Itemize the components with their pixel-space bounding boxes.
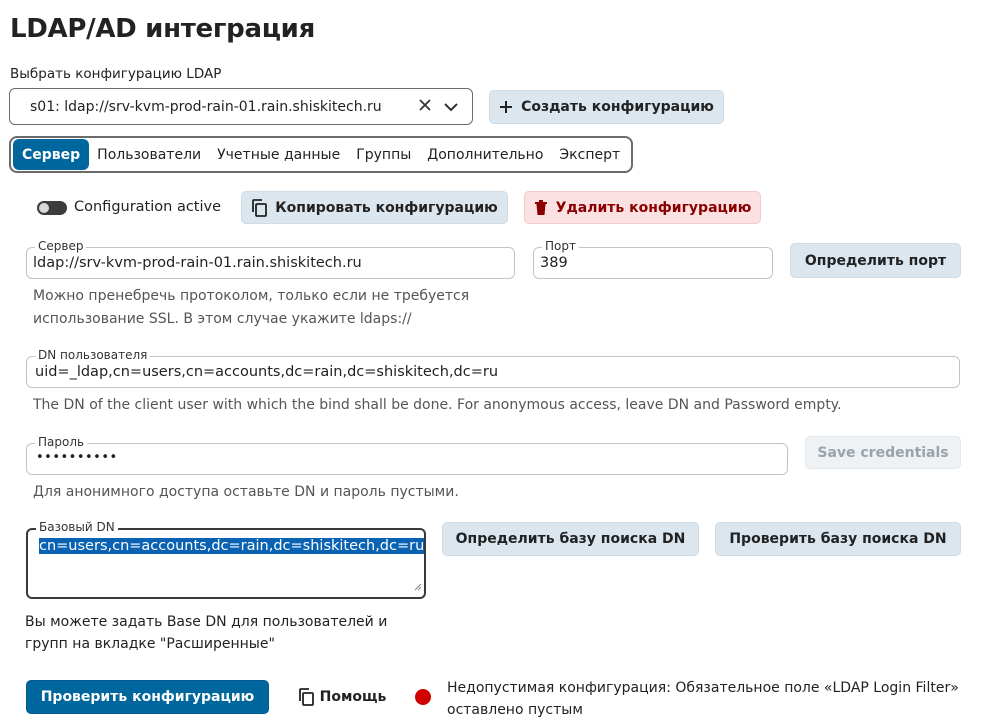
plus-icon: [499, 100, 513, 114]
config-active-label: Configuration active: [74, 199, 222, 215]
server-field-label: Сервер: [35, 239, 86, 253]
status-line1: Недопустимая конфигурация: Обязательное поле «LDAP Login Filter»: [447, 680, 959, 696]
password-field[interactable]: [26, 435, 788, 475]
base-dn-selected-text: cn=users,cn=accounts,dc=rain,dc=shiskitech,dc=ru: [39, 538, 425, 554]
base-dn-field[interactable]: [26, 520, 426, 599]
copy-config-button[interactable]: [241, 191, 508, 224]
config-select-value: s01: ldap://srv-kvm-prod-rain-01.rain.shiskitech.ru: [30, 98, 382, 115]
config-select[interactable]: [9, 88, 473, 125]
tab-advanced[interactable]: Дополнительно: [427, 146, 544, 163]
tab-groups[interactable]: Группы: [356, 146, 412, 163]
config-select-label: Выбрать конфигурацию LDAP: [10, 66, 222, 82]
server-field-value: ldap://srv-kvm-prod-rain-01.rain.shiskitech.ru: [33, 255, 362, 271]
tab-credentials[interactable]: Учетные данные: [217, 146, 341, 163]
detect-port-button[interactable]: Определить порт: [790, 243, 961, 278]
port-field-value: 389: [540, 255, 568, 271]
server-hint-line1: Можно пренебречь протоколом, только если не требуется: [33, 288, 470, 304]
create-config-button[interactable]: [489, 90, 724, 124]
copy-icon: [298, 688, 314, 706]
config-active-toggle[interactable]: [37, 201, 67, 215]
user-dn-field-value: uid=_ldap,cn=users,cn=accounts,dc=rain,dc=shiskitech,dc=ru: [35, 364, 499, 380]
page-title: LDAP/AD интеграция: [10, 14, 315, 44]
password-field-label: Пароль: [35, 435, 87, 449]
create-config-label: Создать конфигурацию: [521, 99, 714, 115]
delete-config-button[interactable]: [524, 191, 761, 224]
help-label: Помощь: [319, 689, 387, 705]
base-dn-field-label: Базовый DN: [36, 520, 118, 534]
save-credentials-button[interactable]: Save credentials: [805, 436, 961, 469]
password-hint: Для анонимного доступа оставьте DN и пароль пустыми.: [33, 484, 459, 500]
user-dn-hint: The DN of the client user with which the bind shall be done. For anonymous access, leave DN and Password empty.: [33, 397, 842, 413]
check-base-dn-button[interactable]: Проверить базу поиска DN: [715, 522, 961, 556]
close-icon[interactable]: [418, 97, 432, 116]
user-dn-field-label: DN пользователя: [35, 348, 150, 362]
test-config-button[interactable]: Проверить конфигурацию: [26, 680, 269, 714]
port-field[interactable]: [533, 239, 773, 279]
tab-bar: [9, 136, 633, 173]
tab-server[interactable]: Сервер: [13, 139, 89, 170]
detect-base-dn-button[interactable]: Определить базу поиска DN: [442, 522, 699, 556]
delete-config-label: Удалить конфигурацию: [555, 199, 752, 216]
base-dn-note-line2: групп на вкладке "Расширенные": [25, 636, 275, 652]
chevron-down-icon[interactable]: [444, 100, 458, 116]
copy-icon: [251, 199, 267, 217]
server-field[interactable]: [26, 239, 515, 279]
help-button[interactable]: [294, 684, 390, 710]
tab-expert[interactable]: Эксперт: [559, 146, 621, 163]
server-hint-line2: использование SSL. В этом случае укажите ldaps://: [33, 311, 412, 327]
copy-config-label: Копировать конфигурацию: [275, 199, 498, 216]
status-line2: оставлено пустым: [447, 702, 583, 718]
password-field-value: ••••••••••: [36, 450, 118, 465]
status-error-icon: [415, 689, 431, 705]
trash-icon: [534, 200, 548, 216]
user-dn-field[interactable]: [26, 348, 960, 388]
base-dn-field-value: [39, 538, 424, 554]
base-dn-note-line1: Вы можете задать Base DN для пользователей и: [25, 614, 388, 630]
port-field-label: Порт: [542, 239, 579, 253]
resize-handle-icon[interactable]: [414, 579, 422, 595]
tab-users[interactable]: Пользователи: [97, 146, 202, 163]
